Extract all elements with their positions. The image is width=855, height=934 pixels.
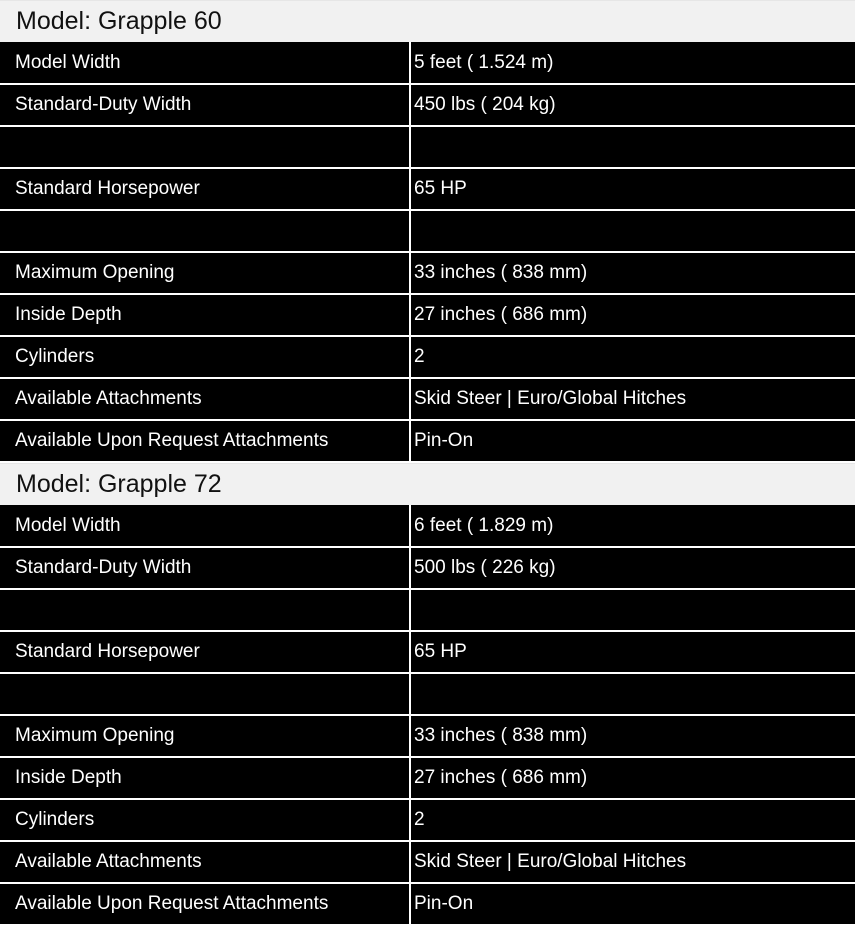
model-title: Model: Grapple 60 — [0, 0, 855, 42]
table-row — [0, 168, 855, 210]
spec-label — [0, 673, 410, 715]
spec-label: Inside Depth — [0, 757, 410, 799]
spec-label: Available Attachments — [0, 378, 410, 420]
spec-value — [410, 589, 855, 631]
table-row — [0, 757, 855, 799]
table-row — [0, 294, 855, 336]
spec-value: 65 HP — [410, 168, 855, 210]
table-row — [0, 336, 855, 378]
spec-label: Maximum Opening — [0, 252, 410, 294]
spec-label: Cylinders — [0, 799, 410, 841]
table-row — [0, 799, 855, 841]
spec-value: 500 lbs ( 226 kg) — [410, 547, 855, 589]
spec-value: Skid Steer | Euro/Global Hitches — [410, 841, 855, 883]
table-row — [0, 631, 855, 673]
spec-label — [0, 589, 410, 631]
spec-value: 27 inches ( 686 mm) — [410, 757, 855, 799]
spec-label: Standard-Duty Width — [0, 547, 410, 589]
spec-value: Pin-On — [410, 883, 855, 925]
spec-table — [0, 505, 855, 926]
table-row — [0, 126, 855, 168]
spec-value: 33 inches ( 838 mm) — [410, 252, 855, 294]
spec-value — [410, 126, 855, 168]
spec-label: Available Upon Request Attachments — [0, 420, 410, 462]
spec-label: Standard-Duty Width — [0, 84, 410, 126]
spec-value: 6 feet ( 1.829 m) — [410, 505, 855, 547]
table-row — [0, 210, 855, 252]
spec-label: Standard Horsepower — [0, 631, 410, 673]
table-row — [0, 547, 855, 589]
model-section-grapple-72 — [0, 463, 855, 926]
model-title: Model: Grapple 72 — [0, 463, 855, 505]
table-row — [0, 378, 855, 420]
spec-label: Model Width — [0, 505, 410, 547]
table-row — [0, 252, 855, 294]
spec-label: Available Upon Request Attachments — [0, 883, 410, 925]
spec-value: 2 — [410, 799, 855, 841]
table-row — [0, 841, 855, 883]
table-row — [0, 715, 855, 757]
spec-label: Inside Depth — [0, 294, 410, 336]
spec-label: Cylinders — [0, 336, 410, 378]
spec-value: 5 feet ( 1.524 m) — [410, 42, 855, 84]
spec-value: 2 — [410, 336, 855, 378]
spec-value: 27 inches ( 686 mm) — [410, 294, 855, 336]
table-row — [0, 420, 855, 462]
spec-table — [0, 42, 855, 463]
spec-value — [410, 673, 855, 715]
spec-value: Pin-On — [410, 420, 855, 462]
spec-value: 450 lbs ( 204 kg) — [410, 84, 855, 126]
table-row — [0, 505, 855, 547]
table-row — [0, 883, 855, 925]
spec-label: Model Width — [0, 42, 410, 84]
table-row — [0, 673, 855, 715]
spec-value — [410, 210, 855, 252]
spec-label: Standard Horsepower — [0, 168, 410, 210]
spec-label — [0, 210, 410, 252]
table-row — [0, 84, 855, 126]
spec-label: Available Attachments — [0, 841, 410, 883]
spec-value: Skid Steer | Euro/Global Hitches — [410, 378, 855, 420]
spec-value: 33 inches ( 838 mm) — [410, 715, 855, 757]
table-row — [0, 42, 855, 84]
model-section-grapple-60 — [0, 0, 855, 463]
spec-label: Maximum Opening — [0, 715, 410, 757]
table-row — [0, 589, 855, 631]
spec-label — [0, 126, 410, 168]
spec-value: 65 HP — [410, 631, 855, 673]
